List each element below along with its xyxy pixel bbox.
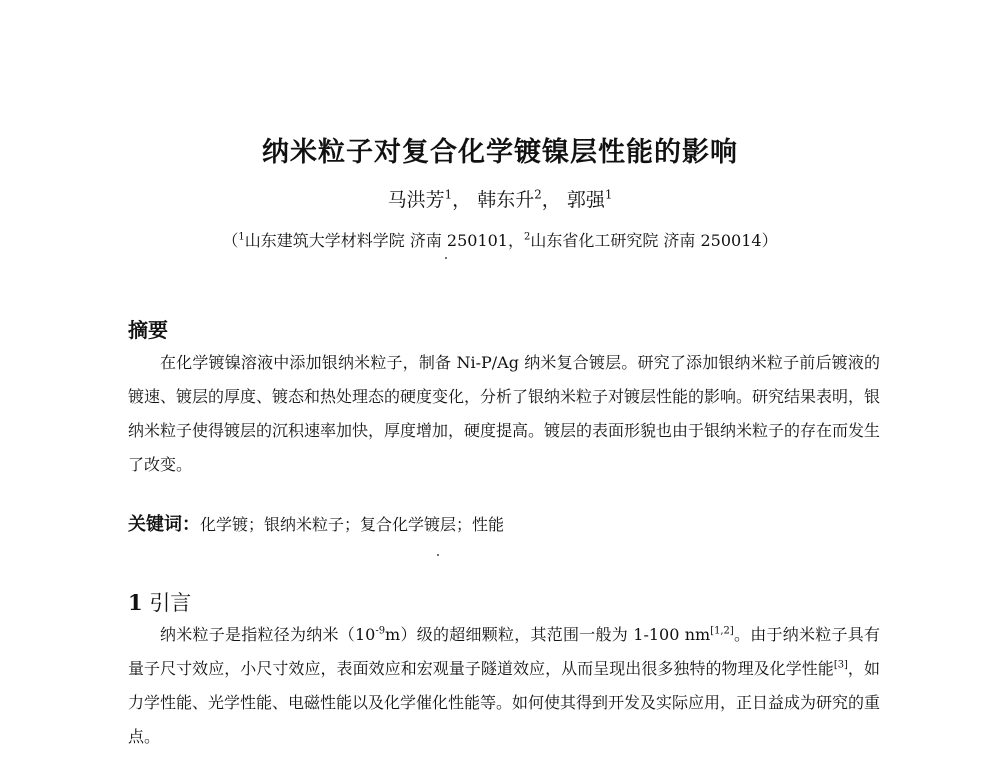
section-title: 引言 [149, 591, 192, 615]
affiliation-1: 山东建筑大学材料学院 济南 250101， [244, 231, 524, 250]
author-affil-mark: 1 [604, 187, 613, 202]
keywords-text: 化学镀；银纳米粒子；复合化学镀层；性能 [200, 515, 505, 534]
affiliation-mark: 1 [238, 231, 245, 243]
intro-text-part: ，如力学性能、光学性能、电磁性能以及化学催化性能等。如何使其得到开发及实际应用，正日益成为研究的重点。 [128, 659, 881, 746]
section-number: 1 [128, 590, 143, 615]
author-separator: ， [541, 189, 561, 211]
keywords-line [128, 511, 880, 539]
intro-text-part: m）级的超细颗粒，其范围一般为 1-100 nm [385, 625, 711, 644]
affiliation-line [0, 228, 1000, 251]
affiliation-open-paren: （ [222, 231, 239, 250]
affiliation-2: 山东省化工研究院 济南 250014 [530, 231, 762, 250]
scan-speck [437, 554, 439, 556]
affiliation-mark: 2 [524, 231, 531, 243]
author-line [0, 185, 1000, 212]
author-affil-mark: 1 [444, 187, 453, 202]
intro-text-part: 。由于纳米粒子具有量子尺寸效应，小尺寸效应，表面效应和宏观量子隧道效应，从而呈现出很多独特的物理及化学性能 [128, 625, 880, 678]
author-name: 郭强 [566, 189, 605, 211]
author-affil-mark: 2 [534, 187, 542, 202]
paper-title: 纳米粒子对复合化学镀镍层性能的影响 [262, 137, 738, 168]
author-separator: ， [452, 189, 472, 211]
abstract-text: 在化学镀镍溶液中添加银纳米粒子，制备 Ni-P/Ag 纳米复合镀层。研究了添加银纳米粒子前后镀液的镀速、镀层的厚度、镀态和热处理态的硬度变化，分析了银纳米粒子对镀层性能的影响。研究结果表明，银纳米粒子使得镀层的沉积速率加快，厚度增加，硬度提高。镀层的表面形貌也由于银纳米粒子的存在而发生了改变。 [128, 353, 881, 474]
author-name: 马洪芳 [387, 189, 445, 211]
citation-ref: [3] [833, 659, 848, 671]
keywords-label: 关键词： [128, 514, 200, 535]
scan-speck [445, 257, 447, 259]
intro-heading [128, 587, 191, 617]
citation-ref: [1,2] [710, 625, 734, 637]
abstract-heading: 摘要 [128, 318, 168, 342]
affiliation-close-paren: ） [761, 231, 778, 250]
intro-text-part: 纳米粒子是指粒径为纳米（10 [160, 625, 376, 644]
author-name: 韩东升 [477, 189, 535, 211]
intro-paragraph [128, 618, 880, 754]
exponent: -9 [375, 625, 386, 637]
